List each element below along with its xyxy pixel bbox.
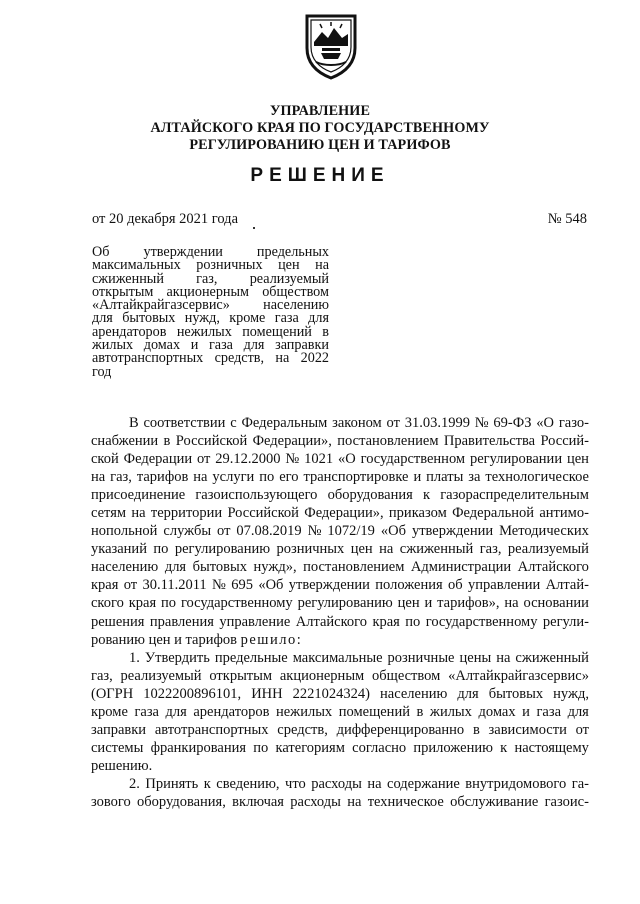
stray-mark [253,227,255,229]
subject-line: год [92,363,112,380]
body-line: кроме газа для арендаторов нежилых помещений в жилых домах и газа для [91,703,589,720]
header-line-3: РЕГУЛИРОВАНИЮ ЦЕН И ТАРИФОВ [189,137,451,153]
subject-line: максимальных розничных цен на [92,257,329,274]
body-line: сетям на территории Российской Федерации», приказом Федеральной антимо- [91,505,589,522]
body-line: ского края по государственному регулированию цен и тарифов», на основании [91,595,589,612]
document-date: от 20 декабря 2021 года [92,211,238,227]
organization-header [0,103,640,154]
subject-line: автотранспортных средств, на 2022 [92,350,329,367]
subject-line: Об утверждении предельных [92,244,329,260]
body-line: снабжении в Российской Федерации», постановлением Правительства Россий- [91,433,589,450]
body-line: заправки автотранспортных средств, дифференцированно в зависимости от [91,721,589,738]
body-line: на газ, тарифов на услуги по его транспортировке и платы за технологическое [91,469,589,486]
document-title: РЕШЕНИЕ [250,165,390,186]
resolved-word: решило: [240,631,303,648]
subject-line: «Алтайкрайгазсервис» населению [92,297,329,314]
subject-line: открытым акционерным обществом [92,283,329,300]
subject-line: сжиженный газ, реализуемый [92,270,329,287]
body-line: системы франкирования по категориям согласно приложению к настоящему [91,739,589,756]
body-line: 1. Утвердить предельные максимальные розничные цены на сжиженный [129,649,589,666]
subject-line: арендаторов нежилых помещений в [92,323,329,340]
body-line: (ОГРН 1022200896101, ИНН 2221024324) населению для бытовых нужд, [91,685,589,702]
body-line: 2. Принять к сведению, что расходы на содержание внутридомового га- [129,775,589,792]
body-line: зового оборудования, включая расходы на техническое обслуживание газоис- [91,793,589,810]
body-line-resolution [91,631,589,649]
body-line: В соответствии с Федеральным законом от 31.03.1999 № 69-ФЗ «О газо- [129,415,589,431]
body-line: присоединение газоиспользующего оборудования к газораспределительным [91,487,589,504]
header-line-2: АЛТАЙСКОГО КРАЯ ПО ГОСУДАРСТВЕННОМУ [150,120,490,136]
body-line: решения правления управление Алтайского края по государственному регули- [91,613,589,630]
body-line: решению. [91,757,153,774]
body-line: указаний по регулированию розничных цен на сжиженный газ, реализуемый [91,541,589,558]
document-number: № 548 [547,211,587,227]
header-line-1: УПРАВЛЕНИЕ [269,103,371,119]
body-line: газ, реализуемый открытым акционерным обществом «Алтайкрайгазсервис» [91,667,589,684]
subject-line: для бытовых нужд, кроме газа для [92,310,329,327]
subject-line: жилых домах и газа для заправки [92,337,329,354]
body-line: нопольной службы от 07.08.2019 № 1072/19 «Об утверждении Методических [91,523,589,540]
body-line: рованию цен и тарифов [91,631,241,648]
body-line: населению для бытовых нужд», постановлением Администрации Алтайского [91,559,589,576]
body-line: края от 30.11.2011 № 695 «Об утверждении положения об управлении Алтай- [91,577,589,594]
body-line: ской Федерации от 29.12.2000 № 1021 «О государственном регулировании цен [91,451,589,468]
altai-coat-of-arms-icon [302,12,360,80]
document-subject [92,246,329,379]
document-body [91,414,589,811]
